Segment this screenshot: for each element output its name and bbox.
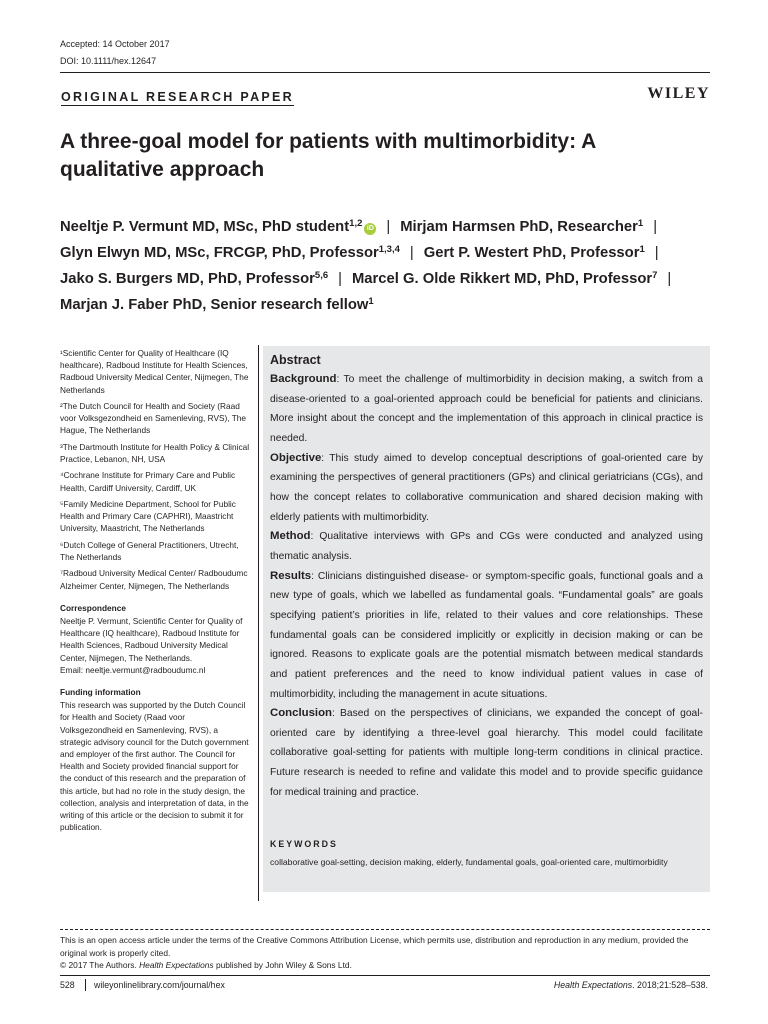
author[interactable]: Marjan J. Faber PhD, Senior research fellow$^1$: [60, 296, 374, 313]
section-text: : This study aimed to develop conceptual descriptions of goal-oriented care by examining the perspectives of general practitioners (GPs) and clinical geriatricians (CGs), and how the concept relates to collaborative communication and shared decision making with elderly patients with multimorbidity.: [270, 452, 703, 523]
page-number-divider: [85, 979, 86, 991]
abstract-objective-section: [270, 449, 703, 528]
author-list: [60, 214, 710, 318]
section-text: : To meet the challenge of multimorbidity in decision making, a switch from a disease-oriented to a goal-oriented approach could be beneficial for patients and clinicians. More insight about the concept and the implementation of this approach in clinical practice is needed.: [270, 374, 703, 444]
license-text: This is an open access article under the terms of the Creative Commons Attribution License, which permits use, distribution and reproduction in any medium, provided the original work is properly cited.: [60, 935, 689, 958]
author-separator: |: [654, 245, 659, 261]
abstract-results-section: [270, 567, 703, 705]
affiliation: ⁴Cochrane Institute for Primary Care and Public Health, Cardiff University, Cardiff, UK: [60, 470, 236, 493]
abstract-conclusion-section: [270, 704, 703, 802]
author[interactable]: Gert P. Westert PhD, Professor$^1$: [423, 244, 645, 261]
section-text: : Based on the perspectives of clinicians, we expanded the concept of goal-oriented care by identifying a three-level goal hierarchy. This model could facilitate collaborative goal-setting for patients with multiple long-term conditions in clinical practice. Future research is needed to refine and validate this model and to provide specific guidance for medical training and practice.: [270, 708, 703, 798]
author-separator: |: [409, 245, 414, 261]
page-number: 528: [60, 980, 75, 990]
affiliation: ³The Dartmouth Institute for Health Policy & Clinical Practice, Lebanon, NH, USA: [60, 441, 250, 464]
license-notes: [60, 934, 710, 972]
affiliation: ⁶Dutch College of General Practitioners, Utrecht, The Netherlands: [60, 539, 239, 562]
section-text: : Qualitative interviews with GPs and CGs were conducted and analyzed using thematic analysis.: [270, 531, 703, 562]
author[interactable]: Neeltje P. Vermunt MD, MSc, PhD student$^{1,2}$: [60, 218, 363, 235]
affiliation: ⁵Family Medicine Department, School for Public Health and Primary Care (CAPHRI), Maastricht University, Maastricht, The Netherlands: [60, 498, 236, 534]
abstract: [270, 350, 703, 802]
abstract-title: Abstract: [270, 353, 321, 367]
author-separator: |: [667, 271, 672, 287]
citation: Health Expectations. 2018;21:528–538.: [553, 980, 708, 990]
author[interactable]: Glyn Elwyn MD, MSc, FRCGP, PhD, Professor$^{1,3,4}$: [60, 244, 400, 261]
author[interactable]: Jako S. Burgers MD, PhD, Professor$^{5,6}$: [60, 270, 329, 287]
affiliation: ²The Dutch Council for Health and Society (Raad voor Volksgezondheid en Samenleving, RVS), The Hague, The Netherlands: [60, 401, 247, 436]
author[interactable]: Mirjam Harmsen PhD, Researcher$^1$: [400, 218, 644, 235]
accepted-date: Accepted: 14 October 2017: [60, 39, 170, 49]
section-text: : Clinicians distinguished disease- or symptom-specific goals, functional goals and a new type of goals, which we labelled as fundamental goals. “Fundamental goals” are goals specifying patient’s priorities in life, related to their values and core relationships. These fundamental goals can be considered implicitly or explicitly in decision making or can be ignored. Reasons to explicate goals are the potential mismatch between medical standards and patient preferences and the need to know individual patient values in case of multimorbidity, including the management in acute situations.: [270, 570, 703, 700]
footer-dashed-rule: [60, 929, 710, 930]
section-heading: Conclusion: [270, 707, 333, 720]
author-separator: |: [338, 271, 342, 287]
journal-url-link[interactable]: wileyonlinelibrary.com/journal/hex: [94, 980, 225, 990]
header-rule: [60, 72, 710, 73]
affiliations-column: [60, 347, 250, 838]
section-heading: Results: [270, 569, 312, 582]
section-heading: Objective: [270, 451, 322, 464]
author[interactable]: Marcel G. Olde Rikkert MD, PhD, Professor$^7$: [351, 270, 658, 287]
funding-heading: Funding information: [60, 687, 141, 697]
abstract-background-section: [270, 370, 703, 449]
keywords-list: collaborative goal-setting, decision making, elderly, fundamental goals, goal-oriented care, multimorbidity: [270, 857, 668, 867]
author-separator: |: [653, 219, 658, 235]
funding-text: This research was supported by the Dutch Council for Health and Society (Raad voor Volksgezondheid en Samenleving, RVS), a strategic advisory council for the Dutch government and employer of the first author. The Council for Health and Society provided financial support for the conduct of this research and the preparation of this article, but had no role in the study design, the collection, analysis and interpretation of data, in the writing of this article or the decision to submit it for publication.: [60, 700, 249, 833]
doi[interactable]: DOI: 10.1111/hex.12647: [60, 56, 157, 66]
section-heading: Background: [270, 373, 337, 385]
affiliation: ¹Scientific Center for Quality of Healthcare (IQ healthcare), Radboud Institute for Health Sciences, Radboud University Medical Center, Nijmegen, The Netherlands: [60, 348, 249, 395]
author-separator: |: [386, 219, 391, 235]
keywords-heading: KEYWORDS: [270, 839, 338, 849]
article-title: A three-goal model for patients with multimorbidity: A qualitative approach: [60, 130, 596, 181]
affiliation: ⁷Radboud University Medical Center/ Radboudumc Alzheimer Center, Nijmegen, The Netherlands: [60, 568, 248, 591]
correspondence-email[interactable]: Email: neeltje.vermunt@radboudumc.nl: [60, 664, 206, 675]
column-divider: [258, 345, 259, 901]
correspondence-heading: Correspondence: [60, 602, 126, 613]
footer-rule: [60, 975, 710, 976]
orcid-icon[interactable]: iD: [364, 223, 376, 235]
copyright-line: © 2017 The Authors. Health Expectations published by John Wiley & Sons Ltd.: [60, 960, 352, 970]
correspondence-address: Neeltje P. Vermunt, Scientific Center for Quality of Healthcare (IQ healthcare), Radboud Institute for Health Sciences, Radboud University Medical Center, Nijmegen, The Netherlands.: [60, 615, 243, 663]
abstract-method-section: [270, 527, 703, 566]
section-label: ORIGINAL RESEARCH PAPER: [61, 90, 295, 104]
section-heading: Method: [270, 530, 311, 543]
publisher-logo: WILEY: [647, 85, 710, 102]
